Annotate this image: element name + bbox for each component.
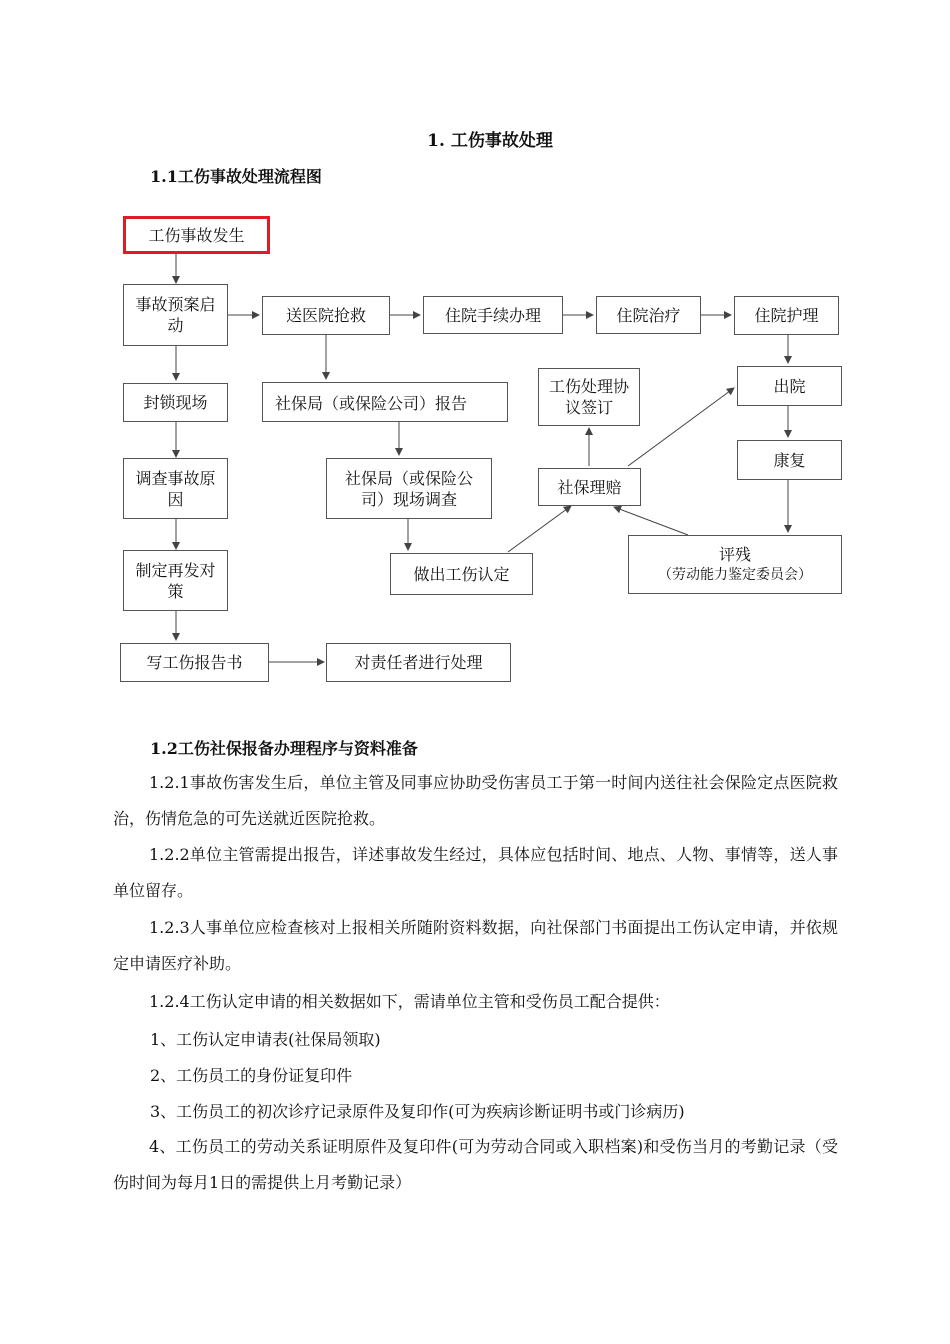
node-injury-determination: 做出工伤认定 bbox=[390, 553, 533, 595]
node-write-report: 写工伤报告书 bbox=[120, 643, 269, 682]
list-item: 4、工伤员工的劳动关系证明原件及复印件(可为劳动合同或入职档案)和受伤当月的考勤记录（受伤时间为每月1日的需提供上月考勤记录） bbox=[113, 1137, 838, 1192]
section-2-title: 1.2工伤社保报备办理程序与资料准备 bbox=[150, 739, 418, 758]
arrow-compensation-to-discharge bbox=[628, 388, 734, 466]
node-investigate: 调查事故原因 bbox=[123, 458, 228, 519]
paragraph-1-2-1-text: 1.2.1事故伤害发生后，单位主管及同事应协助受伤害员工于第一时间内送往社会保险定点医院救治，伤情危急的可先送就近医院抢救。 bbox=[113, 773, 838, 828]
node-discharge: 出院 bbox=[737, 366, 842, 406]
node-disability-label: 评残 bbox=[718, 545, 751, 564]
node-handle-responsible: 对责任者进行处理 bbox=[326, 643, 511, 682]
list-item: 2、工伤员工的身份证复印件 bbox=[150, 1066, 353, 1085]
node-agreement: 工伤处理协议签订 bbox=[538, 368, 640, 426]
node-nursing: 住院护理 bbox=[734, 296, 839, 335]
node-accident-occurs: 工伤事故发生 bbox=[123, 216, 270, 254]
node-admission: 住院手续办理 bbox=[423, 296, 563, 334]
paragraph-1-2-2 bbox=[113, 837, 838, 909]
node-disability bbox=[628, 535, 842, 594]
node-prevent: 制定再发对策 bbox=[123, 550, 228, 611]
list-item: 3、工伤员工的初次诊疗记录原件及复印作(可为疾病诊断证明书或门诊病历) bbox=[150, 1102, 685, 1121]
paragraph-1-2-3 bbox=[113, 910, 838, 982]
node-recovery: 康复 bbox=[737, 440, 842, 480]
node-site-survey: 社保局（或保险公司）现场调查 bbox=[326, 458, 492, 519]
paragraph-1-2-3-text: 1.2.3人事单位应检查核对上报相关所随附资料数据，向社保部门书面提出工伤认定申请，并依规定申请医疗补助。 bbox=[113, 918, 838, 973]
node-report-insurance: 社保局（或保险公司）报告 bbox=[262, 382, 508, 422]
node-plan-start: 事故预案启动 bbox=[123, 284, 228, 346]
list-item: 1、工伤认定申请表(社保局领取) bbox=[150, 1030, 381, 1049]
node-seal-site: 封锁现场 bbox=[123, 383, 228, 422]
paragraph-1-2-1 bbox=[113, 765, 838, 837]
node-disability-note: （劳动能力鉴定委员会） bbox=[658, 567, 812, 583]
node-compensation: 社保理赔 bbox=[538, 468, 641, 506]
page-heading: 1. 工伤事故处理 bbox=[427, 131, 553, 151]
node-treatment: 住院治疗 bbox=[596, 296, 701, 334]
paragraph-1-2-4-text: 1.2.4工伤认定申请的相关数据如下，需请单位主管和受伤员工配合提供： bbox=[149, 992, 670, 1011]
arrow-determination-to-compensation bbox=[508, 506, 571, 552]
paragraph-1-2-4 bbox=[113, 984, 838, 1020]
list-item-4 bbox=[113, 1129, 838, 1201]
paragraph-1-2-2-text: 1.2.2单位主管需提出报告，详述事故发生经过，具体应包括时间、地点、人物、事情等，送人事单位留存。 bbox=[113, 845, 838, 900]
node-hospital-rescue: 送医院抢救 bbox=[262, 296, 390, 335]
arrow-disability-to-compensation bbox=[614, 507, 688, 535]
section-1-title: 1.1工伤事故处理流程图 bbox=[150, 167, 322, 186]
